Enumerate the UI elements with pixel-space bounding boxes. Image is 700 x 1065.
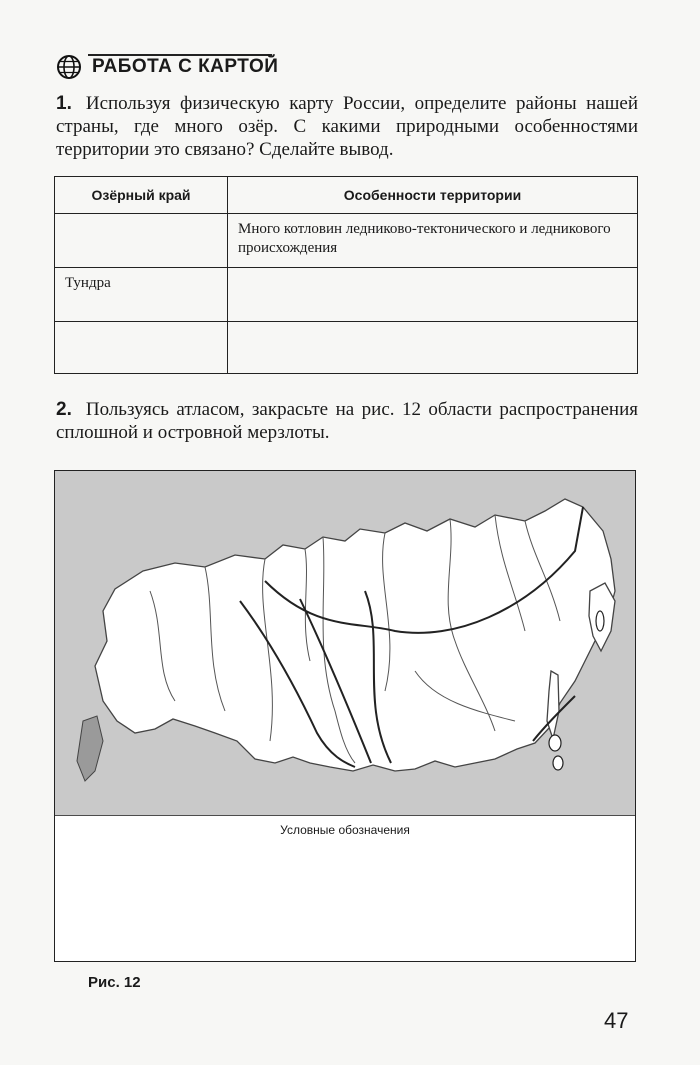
figure-caption: Рис. 12 xyxy=(88,974,141,991)
task-2 xyxy=(56,398,638,444)
globe-icon xyxy=(56,54,82,80)
table-cell[interactable] xyxy=(228,322,638,374)
task-2-number: 2. xyxy=(56,399,72,420)
lakes-table xyxy=(54,176,638,374)
task-1 xyxy=(56,92,638,161)
table-cell[interactable] xyxy=(55,214,228,268)
table-cell[interactable]: Тундра xyxy=(55,268,228,322)
table-row xyxy=(55,214,638,268)
table-header-row xyxy=(55,177,638,214)
section-header xyxy=(56,52,646,82)
task-2-text: Пользуясь атласом, закрасьте на рис. 12 области распространения сплошной и островной мерзлоты. xyxy=(56,399,638,443)
task-1-number: 1. xyxy=(56,93,72,114)
page-number: 47 xyxy=(604,1008,629,1033)
russia-outline-map[interactable] xyxy=(55,471,635,816)
table-row xyxy=(55,268,638,322)
table-row xyxy=(55,322,638,374)
table-cell[interactable] xyxy=(55,322,228,374)
section-title: РАБОТА С КАРТОЙ xyxy=(92,56,279,77)
task-1-text: Используя физическую карту России, определите районы нашей страны, где много озёр. С какими природными особенностями территории это связано? Сделайте вывод. xyxy=(56,93,638,160)
figure-box xyxy=(54,470,636,962)
legend-title: Условные обозначения xyxy=(280,823,410,837)
table-header-lake-region: Озёрный край xyxy=(55,177,228,214)
table-cell[interactable] xyxy=(228,268,638,322)
table-cell[interactable]: Много котловин ледниково-тектонического и ледникового происхождения xyxy=(228,214,638,268)
table-header-features: Особенности территории xyxy=(228,177,638,214)
